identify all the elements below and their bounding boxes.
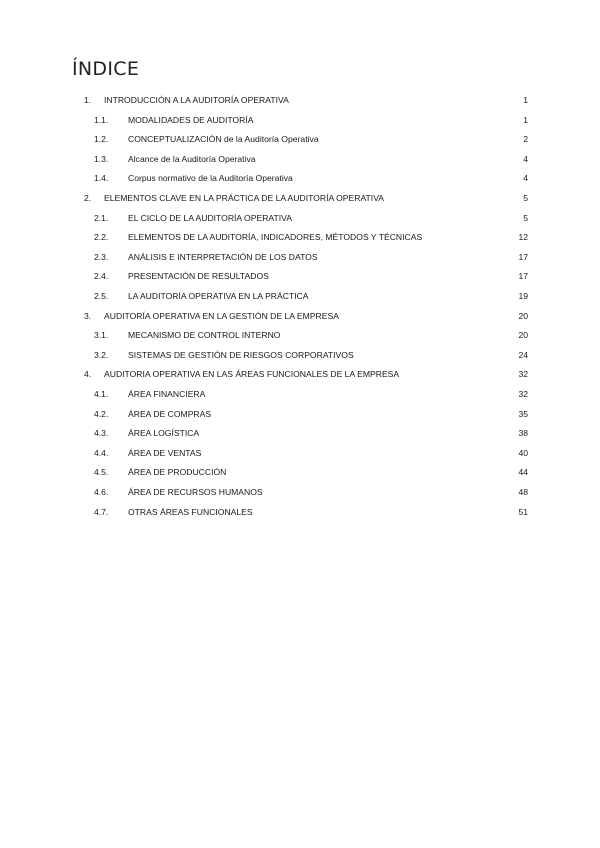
toc-entry-label: Corpus normativo de la Auditoría Operativa xyxy=(128,173,293,184)
toc-subsection-entry[interactable] xyxy=(0,425,600,441)
toc-section-entry[interactable] xyxy=(0,190,600,206)
page-title: ÍNDICE xyxy=(72,58,140,80)
toc-entry-page-number: 17 xyxy=(518,271,528,282)
toc-entry-label: Alcance de la Auditoría Operativa xyxy=(128,153,256,164)
toc-entry-page-number: 1 xyxy=(523,114,528,125)
toc-entry-number: 1.1. xyxy=(94,114,109,125)
toc-entry-page-number: 2 xyxy=(523,134,528,145)
toc-subsection-entry[interactable] xyxy=(0,504,600,520)
toc-entry-label: AUDITORIA OPERATIVA EN LAS ÁREAS FUNCIONALES DE LA EMPRESA xyxy=(104,369,400,380)
toc-entry-label: ÁREA DE COMPRAS xyxy=(128,408,212,419)
toc-entry-label: AUDITORÍA OPERATIVA EN LA GESTIÓN DE LA EMPRESA xyxy=(104,310,339,321)
toc-subsection-entry[interactable] xyxy=(0,484,600,500)
toc-subsection-entry[interactable] xyxy=(0,151,600,167)
toc-subsection-entry[interactable] xyxy=(0,347,600,363)
toc-entry-page-number: 4 xyxy=(523,153,528,164)
toc-entry-label: EL CICLO DE LA AUDITORÍA OPERATIVA xyxy=(128,212,292,223)
toc-entry-label: ÁREA FINANCIERA xyxy=(128,389,206,399)
toc-entry-page-number: 32 xyxy=(518,369,528,380)
toc-entry-label: CONCEPTUALIZACIÓN de la Auditoría Operativa xyxy=(128,134,319,145)
toc-entry-label: MODALIDADES DE AUDITORÍA xyxy=(128,114,254,125)
toc-entry-number: 2.5. xyxy=(94,291,109,301)
toc-entry-number: 2.4. xyxy=(94,271,109,282)
toc-entry-page-number: 12 xyxy=(518,232,528,243)
toc-entry-page-number: 5 xyxy=(523,212,528,223)
toc-entry-number: 3.2. xyxy=(94,349,109,360)
toc-entry-label: OTRAS ÁREAS FUNCIONALES xyxy=(128,506,253,517)
toc-entry-page-number: 17 xyxy=(518,251,528,262)
toc-entry-number: 4.6. xyxy=(94,487,109,497)
toc-entry-page-number: 32 xyxy=(518,389,528,399)
toc-entry-number: 1. xyxy=(84,95,92,105)
toc-entry-number: 1.2. xyxy=(94,134,109,145)
toc-entry-page-number: 35 xyxy=(518,408,528,419)
toc-subsection-entry[interactable] xyxy=(0,386,600,402)
toc-subsection-entry[interactable] xyxy=(0,445,600,461)
toc-entry-number: 4.1. xyxy=(94,389,109,399)
toc-section-entry[interactable] xyxy=(0,308,600,324)
toc-entry-label: ÁREA DE VENTAS xyxy=(128,447,202,458)
toc-entry-page-number: 20 xyxy=(518,310,528,321)
toc-subsection-entry[interactable] xyxy=(0,131,600,147)
toc-entry-label: ELEMENTOS DE LA AUDITORÍA, INDICADORES, MÉTODOS Y TÉCNICAS xyxy=(128,232,423,243)
toc-entry-label: ÁREA DE PRODUCCIÓN xyxy=(128,467,227,478)
toc-entry-label: ANÁLISIS E INTERPRETACIÓN DE LOS DATOS xyxy=(128,251,318,262)
toc-section-entry[interactable] xyxy=(0,92,600,108)
toc-entry-page-number: 51 xyxy=(518,506,528,517)
toc-entry-number: 4.7. xyxy=(94,506,109,517)
toc-entry-label: ELEMENTOS CLAVE EN LA PRÁCTICA DE LA AUDITORÍA OPERATIVA xyxy=(104,193,385,203)
toc-entry-number: 2.1. xyxy=(94,212,109,223)
toc-subsection-entry[interactable] xyxy=(0,229,600,245)
toc-entry-page-number: 40 xyxy=(518,447,528,458)
toc-entry-page-number: 24 xyxy=(518,349,528,360)
toc-entry-label: SISTEMAS DE GESTIÓN DE RIESGOS CORPORATIVOS xyxy=(128,349,354,360)
toc-entry-label: ÁREA DE RECURSOS HUMANOS xyxy=(128,487,263,497)
toc-subsection-entry[interactable] xyxy=(0,268,600,284)
toc-section-entry[interactable] xyxy=(0,366,600,382)
toc-entry-page-number: 44 xyxy=(518,467,528,478)
toc-subsection-entry[interactable] xyxy=(0,210,600,226)
toc-subsection-entry[interactable] xyxy=(0,406,600,422)
toc-entry-number: 2.3. xyxy=(94,251,109,262)
toc-entry-page-number: 20 xyxy=(518,330,528,341)
toc-entry-page-number: 48 xyxy=(518,487,528,497)
toc-subsection-entry[interactable] xyxy=(0,170,600,186)
toc-entry-number: 4.5. xyxy=(94,467,109,478)
toc-entry-page-number: 19 xyxy=(518,291,528,301)
toc-subsection-entry[interactable] xyxy=(0,327,600,343)
toc-entry-number: 2. xyxy=(84,193,92,203)
toc-entry-number: 4.4. xyxy=(94,447,109,458)
toc-entry-page-number: 38 xyxy=(518,428,528,439)
toc-entry-number: 4. xyxy=(84,369,92,380)
toc-entry-page-number: 1 xyxy=(523,95,528,105)
toc-entry-number: 3. xyxy=(84,310,92,321)
toc-entry-label: ÁREA LOGÍSTICA xyxy=(128,428,200,439)
toc-entry-page-number: 4 xyxy=(523,173,528,184)
toc-subsection-entry[interactable] xyxy=(0,112,600,128)
toc-subsection-entry[interactable] xyxy=(0,249,600,265)
toc-entry-number: 2.2. xyxy=(94,232,109,243)
toc-subsection-entry[interactable] xyxy=(0,288,600,304)
toc-entry-label: PRESENTACIÓN DE RESULTADOS xyxy=(128,271,269,282)
toc-entry-number: 4.2. xyxy=(94,408,109,419)
toc-entry-number: 3.1. xyxy=(94,330,109,341)
toc-subsection-entry[interactable] xyxy=(0,464,600,480)
toc-entry-number: 1.4. xyxy=(94,173,109,184)
toc-entry-number: 1.3. xyxy=(94,153,109,164)
toc-entry-label: MECANISMO DE CONTROL INTERNO xyxy=(128,330,281,341)
toc-entry-label: INTRODUCCIÓN A LA AUDITORÍA OPERATIVA xyxy=(104,95,289,105)
toc-entry-label: LA AUDITORÍA OPERATIVA EN LA PRÁCTICA xyxy=(128,291,309,301)
toc-entry-page-number: 5 xyxy=(523,193,528,203)
toc-entry-number: 4.3. xyxy=(94,428,109,439)
